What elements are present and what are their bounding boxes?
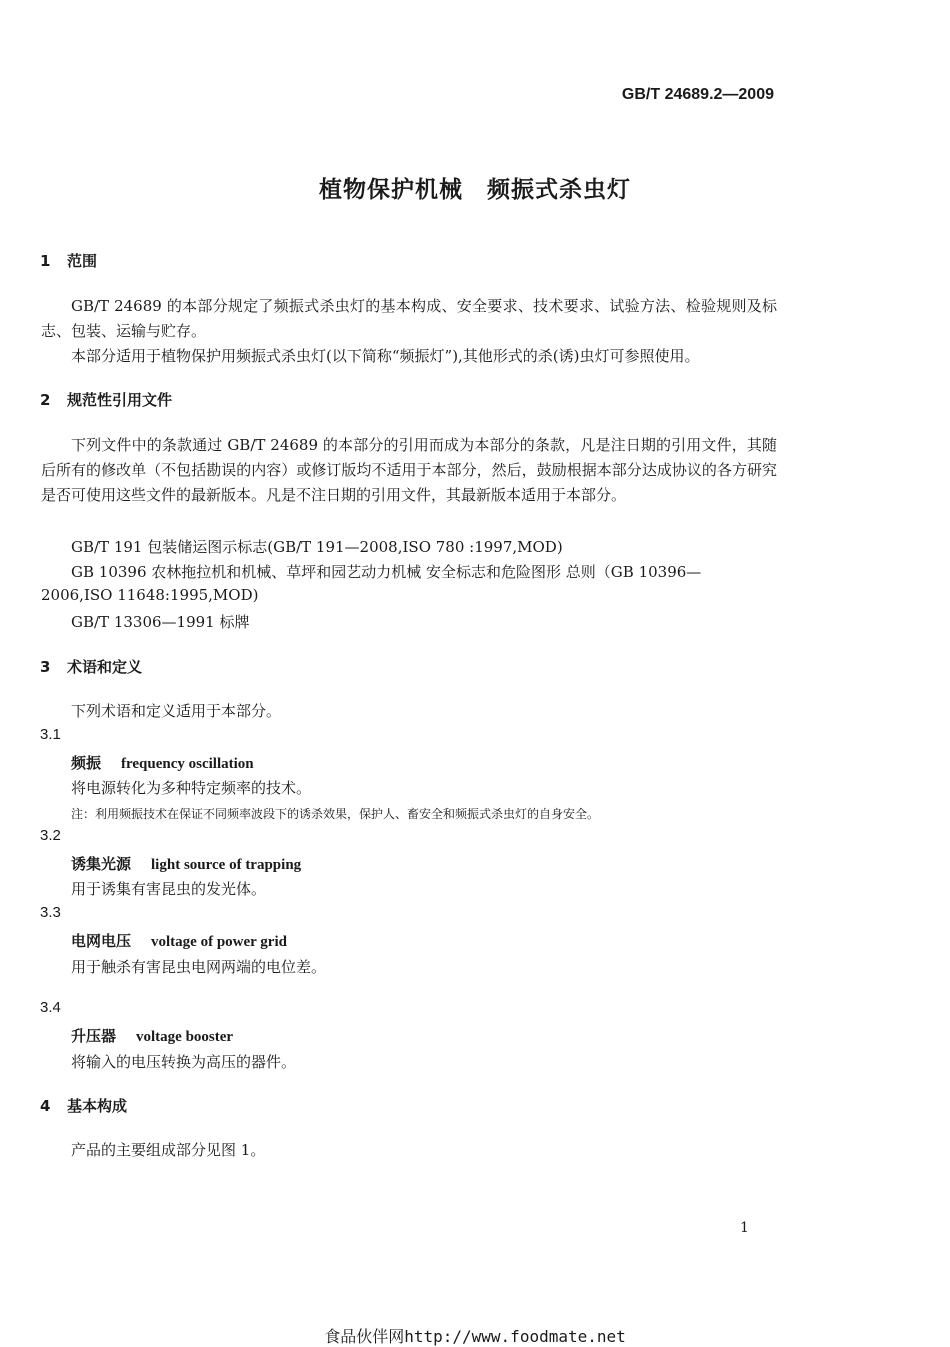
term-3-3-definition: 用于触杀有害昆虫电网两端的电位差。 [71,958,327,976]
section-number: 4 [40,1097,51,1115]
section-2-heading [40,389,172,410]
term-3-1-note: 注：利用频振技术在保证不同频率波段下的诱杀效果，保护人、畜安全和频振式杀虫灯的自身安全。 [71,807,600,821]
term-en: voltage booster [136,1029,234,1045]
section-title: 术语和定义 [67,658,143,676]
standard-number: GB/T 24689.2—2009 [621,86,774,103]
term-3-1-definition: 将电源转化为多种特定频率的技术。 [71,779,312,797]
section-4-paragraph: 产品的主要组成部分见图 1。 [71,1141,266,1159]
reference-gb-10396-cont: 2006,ISO 11648:1995,MOD) [41,586,259,604]
term-en: frequency oscillation [121,756,254,772]
document-title [0,171,950,204]
term-3-2-number: 3.2 [40,827,61,844]
term-3-3-title [71,930,287,951]
section-title: 规范性引用文件 [67,391,173,409]
term-3-3-number: 3.3 [40,904,61,921]
footer-watermark: 食品伙伴网http://www.foodmate.net [324,1327,626,1346]
section-number: 1 [40,252,51,270]
section-1-heading [40,250,97,271]
term-3-1-number: 3.1 [40,726,61,743]
term-3-2-title [71,853,301,874]
term-3-4-number: 3.4 [40,999,61,1016]
section-4-heading [40,1095,127,1116]
title-part-2: 频振式杀虫灯 [487,177,631,203]
section-title: 基本构成 [67,1097,128,1115]
term-zh: 升压器 [71,1027,117,1045]
reference-gb-10396: GB 10396 农林拖拉机和机械、草坪和园艺动力机械 安全标志和危险图形 总则（GB 10396— [71,563,702,581]
section-3-heading [40,656,142,677]
title-part-1: 植物保护机械 [319,177,463,203]
term-zh: 电网电压 [71,932,132,950]
section-2-paragraph: 下列文件中的条款通过 GB/T 24689 的本部分的引用而成为本部分的条款，凡是注日期的引用文件，其随后所有的修改单（不包括勘误的内容）或修订版均不适用于本部分，然后，鼓励根据本部分达成协议的各方研究是否可使用这些文件的最新版本。凡是不注日期的引用文件，其最新版本适用于本部分。 [41,436,777,504]
reference-gbt-191: GB/T 191 包装储运图示标志(GB/T 191—2008,ISO 780 :1997,MOD) [71,538,563,556]
term-3-4-title [71,1025,233,1046]
section-title: 范围 [67,252,98,270]
section-number: 2 [40,391,51,409]
term-en: light source of trapping [151,857,302,873]
term-3-1-title [71,752,254,773]
term-3-2-definition: 用于诱集有害昆虫的发光体。 [71,880,267,898]
reference-gbt-13306: GB/T 13306—1991 标牌 [71,613,250,631]
term-3-4-definition: 将输入的电压转换为高压的器件。 [71,1053,297,1071]
term-en: voltage of power grid [151,934,287,950]
term-zh: 频振 [71,754,102,772]
section-1-paragraph-2: 本部分适用于植物保护用频振式杀虫灯(以下简称“频振灯”),其他形式的杀(诱)虫灯可参照使用。 [71,347,700,365]
section-number: 3 [40,658,51,676]
term-zh: 诱集光源 [71,855,132,873]
section-1-paragraph-1: GB/T 24689 的本部分规定了频振式杀虫灯的基本构成、安全要求、技术要求、试验方法、检验规则及标志、包装、运输与贮存。 [41,297,777,340]
section-3-intro: 下列术语和定义适用于本部分。 [71,702,282,720]
page-number: 1 [740,1220,749,1236]
